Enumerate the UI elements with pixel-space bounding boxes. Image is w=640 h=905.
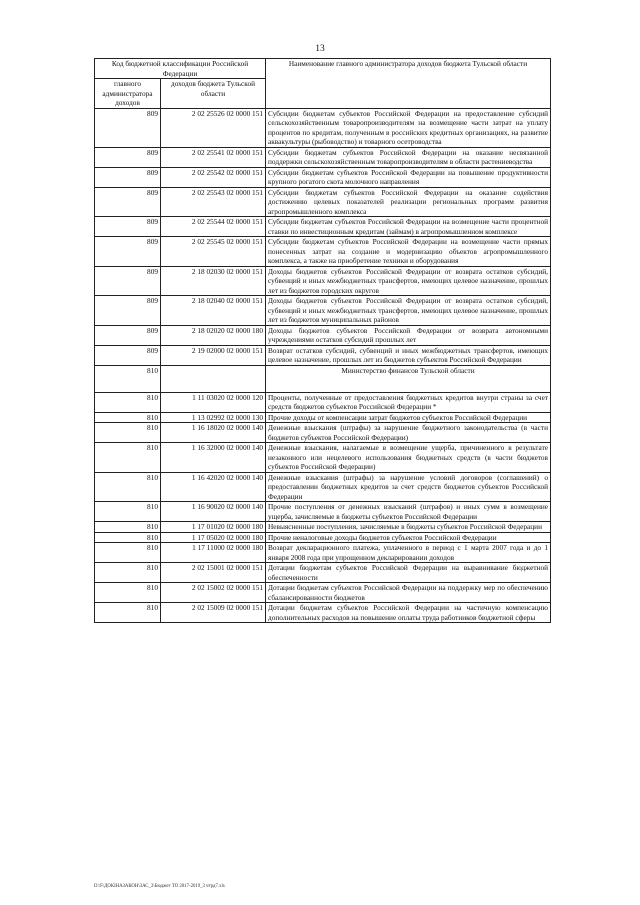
admin-code-cell: 810: [95, 522, 161, 533]
table-body: [95, 108, 551, 623]
income-code-cell: 2 19 02000 02 0000 151: [161, 345, 266, 365]
admin-code-cell: 810: [95, 563, 161, 583]
income-code-cell: 1 11 03020 02 0000 120: [161, 392, 266, 412]
footer-file-path: D:\F\ДОКІНАЗАКОН\ЗАС_3\Бюджет ТО 2017-2019_3 чтрд7.xls: [94, 884, 225, 889]
admin-code-cell: 809: [95, 345, 161, 365]
admin-code-cell: 810: [95, 543, 161, 563]
table-row: [95, 412, 551, 423]
income-name-cell: Доходы бюджетов субъектов Российской Федерации от возврата остатков субсидий, субвенций и иных межбюджетных трансфертов, имеющих целевое назначение, прошлых лет из бюджетов муниципальных районов: [266, 296, 551, 326]
admin-code-cell: 810: [95, 365, 161, 392]
table-row: [95, 345, 551, 365]
income-code-cell: 2 02 25542 02 0000 151: [161, 167, 266, 187]
admin-code-cell: 810: [95, 532, 161, 543]
administrator-name-header: Наименование главного администратора доходов бюджета Тульской области: [266, 59, 551, 109]
classification-code-header: Код бюджетной классификации Российской Федерации: [95, 59, 266, 79]
table-row: [95, 583, 551, 603]
table-row: [95, 325, 551, 345]
table-header-row: [95, 59, 551, 79]
income-name-cell: Субсидии бюджетам субъектов Российской Федерации на возмещение части процентной ставки по инвестиционным кредитам (займам) в агропромышленном комплексе: [266, 217, 551, 237]
table-row: [95, 296, 551, 326]
income-name-cell: Субсидии бюджетам субъектов Российской Федерации на возмещение части прямых понесенных затрат на создание и модернизацию объектов агропромышленного комплекса, а также на приобретение техники и оборудования: [266, 237, 551, 267]
income-code-cell: 2 02 25541 02 0000 151: [161, 147, 266, 167]
income-code-cell: 2 02 25526 02 0000 151: [161, 108, 266, 147]
admin-code-cell: 809: [95, 296, 161, 326]
table-row: [95, 563, 551, 583]
admin-code-cell: 809: [95, 187, 161, 217]
table-row: [95, 502, 551, 522]
admin-code-cell: 809: [95, 237, 161, 267]
table-row: [95, 522, 551, 533]
admin-code-cell: 809: [95, 217, 161, 237]
income-code-header: доходов бюджета Тульской области: [161, 79, 266, 109]
income-code-cell: 2 18 02030 02 0000 151: [161, 266, 266, 296]
income-name-cell: Денежные взыскания (штрафы) за нарушение бюджетного законодательства (в части бюджетов субъектов Российской Федерации): [266, 423, 551, 443]
budget-classification-table: [94, 58, 551, 623]
table-row: [95, 108, 551, 147]
income-name-cell: Дотации бюджетам субъектов Российской Федерации на частичную компенсацию дополнительных расходов на повышение оплаты труда работников бюджетной сферы: [266, 603, 551, 623]
admin-code-cell: 809: [95, 266, 161, 296]
income-name-cell: Прочие доходы от компенсации затрат бюджетов субъектов Российской Федерации: [266, 412, 551, 423]
income-code-cell: 1 16 32000 02 0000 140: [161, 443, 266, 473]
income-name-cell: Дотации бюджетам субъектов Российской Федерации на поддержку мер по обеспечению сбалансированности бюджетов: [266, 583, 551, 603]
income-name-cell: Проценты, полученные от предоставления бюджетных кредитов внутри страны за счет средств бюджетов субъектов Российской Федерации *: [266, 392, 551, 412]
section-title: Министерство финансов Тульской области: [266, 365, 551, 392]
income-code-cell: 2 18 02040 02 0000 151: [161, 296, 266, 326]
income-name-cell: Доходы бюджетов субъектов Российской Федерации от возврата остатков субсидий, субвенций и иных межбюджетных трансфертов, имеющих целевое назначение, прошлых лет из бюджетов городских округов: [266, 266, 551, 296]
page-number: 13: [315, 44, 325, 54]
income-code-cell: 2 18 02020 02 0000 180: [161, 325, 266, 345]
income-code-cell: 1 16 42020 02 0000 140: [161, 472, 266, 502]
income-name-cell: Субсидии бюджетам субъектов Российской Федерации на оказание содействия достижению целевых показателей реализации региональных программ развития агропромышленного комплекса: [266, 187, 551, 217]
section-row: [95, 365, 551, 392]
income-name-cell: Денежные взыскания (штрафы) за нарушение условий договоров (соглашений) о предоставлении бюджетных кредитов за счет средств бюджетов субъектов Российской Федерации: [266, 472, 551, 502]
income-name-cell: Прочие поступления от денежных взысканий (штрафов) и иных сумм в возмещение ущерба, зачисляемые в бюджеты субъектов Российской Федерации: [266, 502, 551, 522]
income-code-cell: [161, 365, 266, 392]
income-code-cell: 2 02 15002 02 0000 151: [161, 583, 266, 603]
income-name-cell: Дотации бюджетам субъектов Российской Федерации на выравнивание бюджетной обеспеченности: [266, 563, 551, 583]
income-code-cell: 1 13 02992 02 0000 130: [161, 412, 266, 423]
table-row: [95, 532, 551, 543]
income-code-cell: 1 17 05020 02 0000 180: [161, 532, 266, 543]
admin-code-cell: 810: [95, 603, 161, 623]
admin-code-cell: 810: [95, 392, 161, 412]
income-name-cell: Субсидии бюджетам субъектов Российской Федерации на предоставление субсидий сельскохозяйственным товаропроизводителям на возмещение части затрат на уплату процентов по кредитам, полученным в российских кредитных организациях, на развитие аквакультуры (рыбоводство) и товарного осетроводства: [266, 108, 551, 147]
income-code-cell: 2 02 25543 02 0000 151: [161, 187, 266, 217]
income-name-cell: Субсидии бюджетам субъектов Российской Федерации на повышение продуктивности крупного рогатого скота молочного направления: [266, 167, 551, 187]
table-row: [95, 266, 551, 296]
admin-code-cell: 810: [95, 443, 161, 473]
admin-code-cell: 809: [95, 325, 161, 345]
income-code-cell: 1 17 11000 02 0000 180: [161, 543, 266, 563]
income-name-cell: Невыясненные поступления, зачисляемые в бюджеты субъектов Российской Федерации: [266, 522, 551, 533]
table-row: [95, 543, 551, 563]
table-row: [95, 237, 551, 267]
admin-code-cell: 810: [95, 423, 161, 443]
table-row: [95, 187, 551, 217]
income-name-cell: Денежные взыскания, налагаемые в возмещение ущерба, причиненного в результате незаконного или нецелевого использования бюджетных средств (в части бюджетов субъектов Российской Федерации): [266, 443, 551, 473]
income-code-cell: 2 02 15009 02 0000 151: [161, 603, 266, 623]
income-code-cell: 2 02 25545 02 0000 151: [161, 237, 266, 267]
admin-code-cell: 810: [95, 412, 161, 423]
table-row: [95, 167, 551, 187]
admin-code-cell: 810: [95, 583, 161, 603]
table-row: [95, 147, 551, 167]
table-row: [95, 217, 551, 237]
table-row: [95, 392, 551, 412]
income-name-cell: Возврат остатков субсидий, субвенций и иных межбюджетных трансфертов, имеющих целевое назначение, прошлых лет из бюджетов субъектов Российской Федерации: [266, 345, 551, 365]
admin-code-cell: 809: [95, 147, 161, 167]
income-code-cell: 1 16 18020 02 0000 140: [161, 423, 266, 443]
table-row: [95, 443, 551, 473]
income-code-cell: 1 16 90020 02 0000 140: [161, 502, 266, 522]
income-name-cell: Доходы бюджетов субъектов Российской Федерации от возврата автономными учреждениями остатков субсидий прошлых лет: [266, 325, 551, 345]
table-row: [95, 603, 551, 623]
income-code-cell: 1 17 01020 02 0000 180: [161, 522, 266, 533]
income-name-cell: Прочие неналоговые доходы бюджетов субъектов Российской Федерации: [266, 532, 551, 543]
admin-code-cell: 809: [95, 108, 161, 147]
income-code-cell: 2 02 25544 02 0000 151: [161, 217, 266, 237]
income-code-cell: 2 02 15001 02 0000 151: [161, 563, 266, 583]
income-name-cell: Возврат декларационного платежа, уплаченного в период с 1 марта 2007 года и до 1 января 2008 года при упрощенном декларировании доходов: [266, 543, 551, 563]
admin-code-cell: 809: [95, 167, 161, 187]
income-name-cell: Субсидии бюджетам субъектов Российской Федерации на оказание несвязанной поддержки сельскохозяйственным товаропроизводителям в области растениеводства: [266, 147, 551, 167]
admin-code-header: главного администратора доходов: [95, 79, 161, 109]
admin-code-cell: 810: [95, 502, 161, 522]
admin-code-cell: 810: [95, 472, 161, 502]
table-row: [95, 423, 551, 443]
table-row: [95, 472, 551, 502]
